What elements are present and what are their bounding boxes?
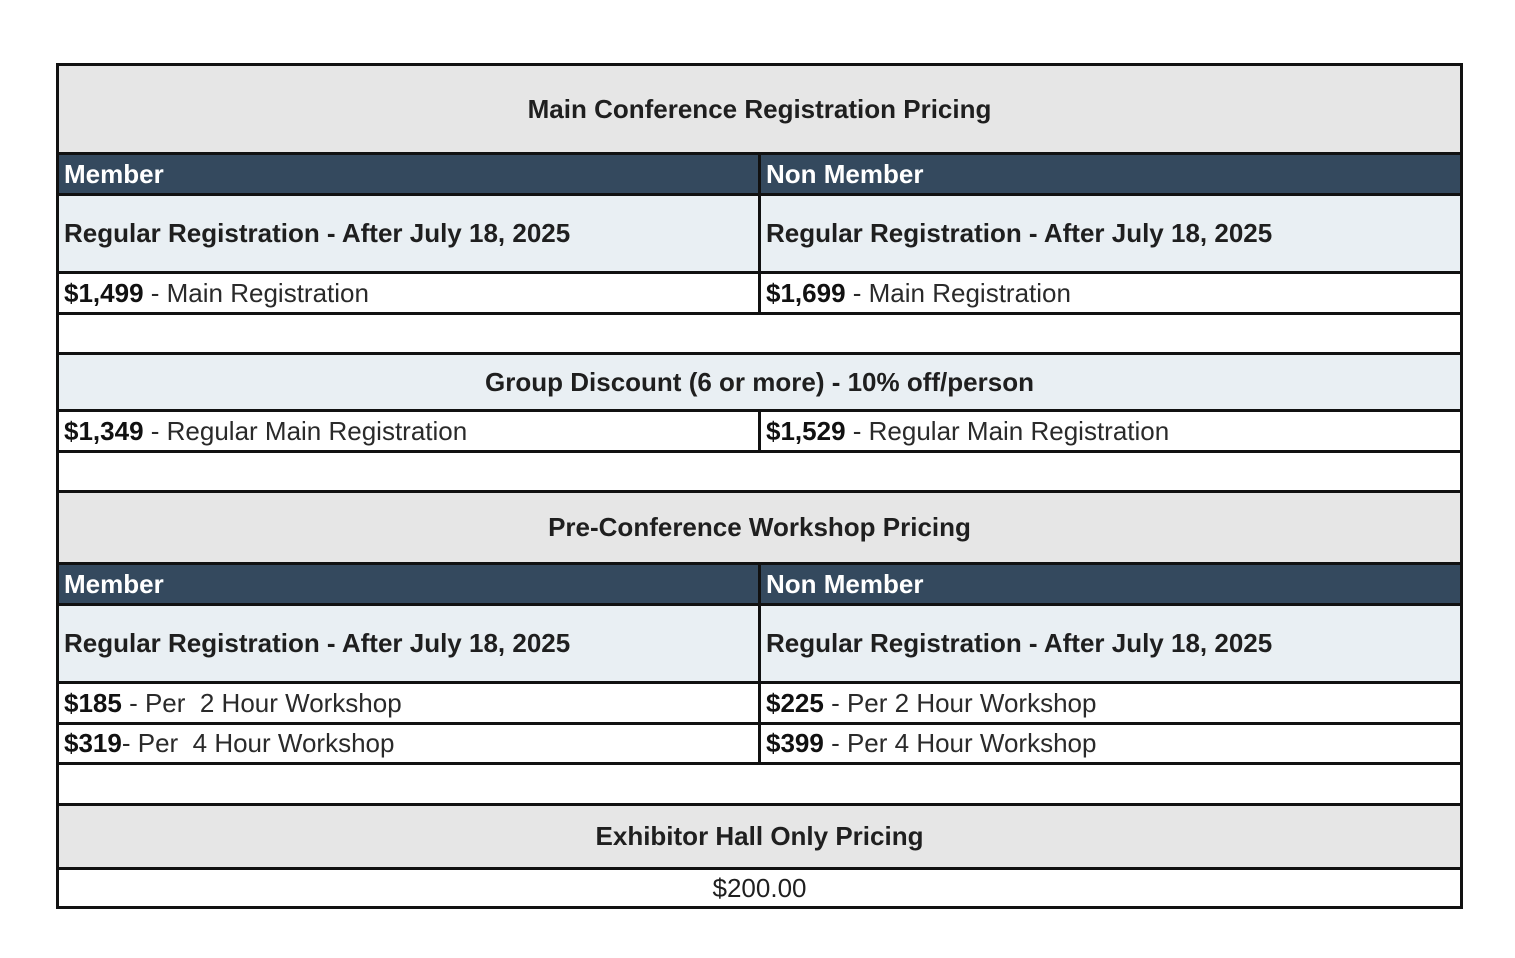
price-amount: $185 [64, 687, 122, 718]
price-description: - Regular Main Registration [143, 415, 468, 446]
non-member-group-price [761, 412, 1460, 450]
member-header: Member [59, 565, 761, 603]
workshop-4hr-price-row [59, 725, 1460, 765]
spacer-row [59, 765, 1460, 806]
member-group-price [59, 412, 761, 450]
main-conference-title: Main Conference Registration Pricing [527, 93, 992, 124]
price-description: - Per 2 Hour Workshop [121, 687, 402, 718]
workshop-2hr-price-row [59, 684, 1460, 725]
price-description: - Per 4 Hour Workshop [121, 728, 395, 758]
exhibitor-price-row [59, 870, 1460, 906]
exhibitor-title-row [59, 806, 1460, 870]
main-conference-title-row [59, 66, 1460, 155]
main-conference-header-row [59, 155, 1460, 196]
workshop-title: Pre-Conference Workshop Pricing [548, 512, 971, 542]
member-subheader: Regular Registration - After July 18, 2025 [59, 196, 761, 271]
group-discount-title-row [59, 355, 1460, 412]
price-amount: $319 [64, 728, 122, 758]
price-amount: $1,529 [766, 415, 846, 446]
price-description: - Main Registration [845, 277, 1071, 308]
non-member-header: Non Member [766, 158, 924, 189]
member-header: Member [59, 155, 761, 193]
main-conference-subheader-row [59, 196, 1460, 274]
non-member-header: Non Member [766, 568, 924, 599]
non-member-main-price [761, 274, 1460, 312]
pricing-table [56, 63, 1463, 909]
non-member-subheader: Regular Registration - After July 18, 2025 [766, 628, 1273, 658]
member-subheader: Regular Registration - After July 18, 2025 [59, 606, 761, 681]
price-amount: $1,499 [64, 277, 144, 308]
workshop-subheader-row [59, 606, 1460, 684]
price-description: - Per 4 Hour Workshop [823, 728, 1097, 758]
price-description: - Regular Main Registration [845, 415, 1170, 446]
workshop-title-row [59, 493, 1460, 565]
non-member-4hr-price [761, 725, 1460, 762]
price-description: - Main Registration [143, 277, 369, 308]
non-member-subheader: Regular Registration - After July 18, 2025 [766, 218, 1273, 248]
price-amount: $1,699 [766, 277, 846, 308]
main-registration-price-row [59, 274, 1460, 315]
member-main-price [59, 274, 761, 312]
group-discount-title: Group Discount (6 or more) - 10% off/person [485, 366, 1034, 397]
spacer-row [59, 315, 1460, 355]
non-member-2hr-price [761, 684, 1460, 722]
price-description: - Per 2 Hour Workshop [823, 687, 1097, 718]
spacer-row [59, 453, 1460, 493]
exhibitor-title: Exhibitor Hall Only Pricing [595, 821, 924, 851]
exhibitor-price: $200.00 [712, 872, 807, 903]
price-amount: $1,349 [64, 415, 144, 446]
price-amount: $399 [766, 728, 824, 758]
member-4hr-price [59, 725, 761, 762]
workshop-header-row [59, 565, 1460, 606]
group-discount-price-row [59, 412, 1460, 453]
member-2hr-price [59, 684, 761, 722]
price-amount: $225 [766, 687, 824, 718]
